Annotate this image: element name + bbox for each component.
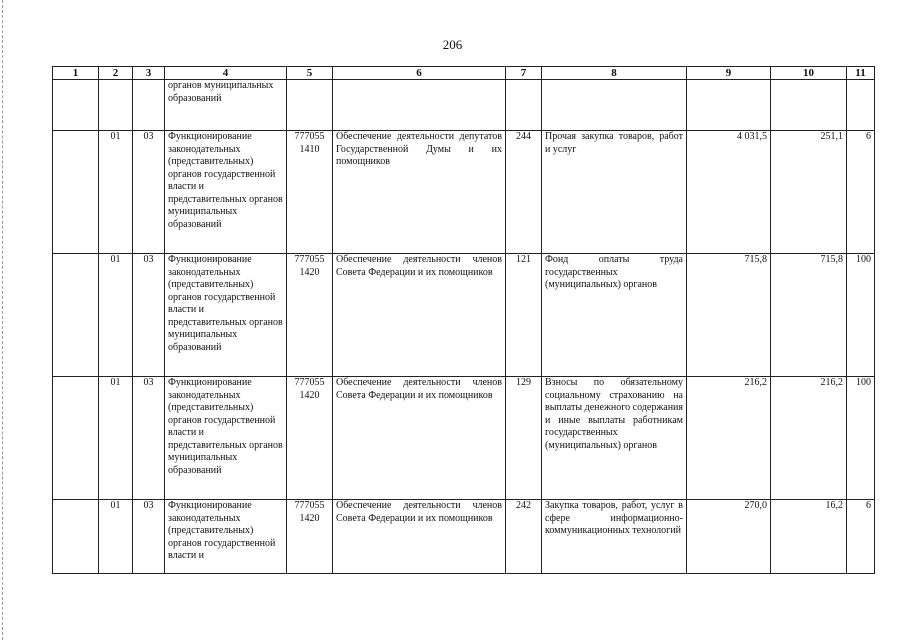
cell-section-code: 01: [99, 500, 133, 574]
cell-target-code: 777055 1420: [287, 254, 333, 377]
cell-amount-planned: 216,2: [687, 377, 771, 500]
cell-col5: [287, 80, 333, 131]
cell-target-name: Обеспечение деятельности членов Совета Федерации и их помощников: [333, 254, 506, 377]
cell-section-code: 01: [99, 131, 133, 254]
column-header: 2: [99, 67, 133, 80]
cell-target-name: Обеспечение деятельности членов Совета Федерации и их помощников: [333, 377, 506, 500]
column-header: 11: [847, 67, 875, 80]
column-header: 7: [506, 67, 542, 80]
column-header: 5: [287, 67, 333, 80]
cell-amount-executed: 216,2: [771, 377, 847, 500]
cell-percent: 6: [847, 131, 875, 254]
cell-col6: [333, 80, 506, 131]
column-header: 8: [542, 67, 687, 80]
cell-col2: [99, 80, 133, 131]
cell-expense-type-code: 129: [506, 377, 542, 500]
cell-percent: 100: [847, 377, 875, 500]
cell-target-name: Обеспечение деятельности членов Совета Федерации и их помощников: [333, 500, 506, 574]
cell-subsection-code: 03: [133, 500, 165, 574]
table-row: [53, 131, 875, 254]
cell-section-name: Функционирование законодательных (представительных) органов государственной власти и представительных органов муниципальных образований: [165, 131, 287, 254]
cell-amount-planned: 715,8: [687, 254, 771, 377]
table-header-row: [53, 67, 875, 80]
cell-section-name: Функционирование законодательных (представительных) органов государственной власти и представительных органов муниципальных образований: [165, 254, 287, 377]
cell-amount-planned: 270,0: [687, 500, 771, 574]
cell-target-code: 777055 1420: [287, 377, 333, 500]
column-header: 4: [165, 67, 287, 80]
cell-expense-type-name: Прочая закупка товаров, работ и услуг: [542, 131, 687, 254]
cell-subsection-code: 03: [133, 254, 165, 377]
cell-target-code: 777055 1410: [287, 131, 333, 254]
cell-expense-type-code: 121: [506, 254, 542, 377]
cell-col7: [506, 80, 542, 131]
cell-expense-type-name: Фонд оплаты труда государственных (муниципальных) органов: [542, 254, 687, 377]
cell-expense-type-name: Закупка товаров, работ, услуг в сфере информационно-коммуникационных технологий: [542, 500, 687, 574]
page-edge-line: [2, 0, 3, 640]
cell-col10: [771, 80, 847, 131]
cell-section-code: 01: [99, 377, 133, 500]
cell-section-name: Функционирование законодательных (представительных) органов государственной власти и представительных органов муниципальных образований: [165, 377, 287, 500]
cell-col3: [133, 80, 165, 131]
table-row-continuation: [53, 80, 875, 131]
cell-col1: [53, 80, 99, 131]
cell-percent: 6: [847, 500, 875, 574]
cell-expense-type-name: Взносы по обязательному социальному страхованию на выплаты денежного содержания и иные выплаты работникам государственных (муниципальных) органов: [542, 377, 687, 500]
cell-amount-planned: 4 031,5: [687, 131, 771, 254]
cell-col1: [53, 131, 99, 254]
cell-subsection-code: 03: [133, 131, 165, 254]
column-header: 3: [133, 67, 165, 80]
budget-table: [52, 66, 875, 574]
cell-col8: [542, 80, 687, 131]
cell-amount-executed: 715,8: [771, 254, 847, 377]
table-row: [53, 500, 875, 574]
column-header: 1: [53, 67, 99, 80]
cell-section-code: 01: [99, 254, 133, 377]
cell-col1: [53, 254, 99, 377]
page-number: 206: [442, 37, 463, 52]
cell-target-code: 777055 1420: [287, 500, 333, 574]
cell-col9: [687, 80, 771, 131]
column-header: 9: [687, 67, 771, 80]
cell-col4: органов муниципальных образований: [165, 80, 287, 131]
cell-amount-executed: 16,2: [771, 500, 847, 574]
cell-amount-executed: 251,1: [771, 131, 847, 254]
table-row: [53, 254, 875, 377]
cell-expense-type-code: 244: [506, 131, 542, 254]
cell-target-name: Обеспечение деятельности депутатов Государственной Думы и их помощников: [333, 131, 506, 254]
table-row: [53, 377, 875, 500]
cell-subsection-code: 03: [133, 377, 165, 500]
cell-col11: [847, 80, 875, 131]
column-header: 10: [771, 67, 847, 80]
cell-expense-type-code: 242: [506, 500, 542, 574]
column-header: 6: [333, 67, 506, 80]
cell-percent: 100: [847, 254, 875, 377]
cell-section-name: Функционирование законодательных (представительных) органов государственной власти и: [165, 500, 287, 574]
cell-col1: [53, 500, 99, 574]
cell-col1: [53, 377, 99, 500]
